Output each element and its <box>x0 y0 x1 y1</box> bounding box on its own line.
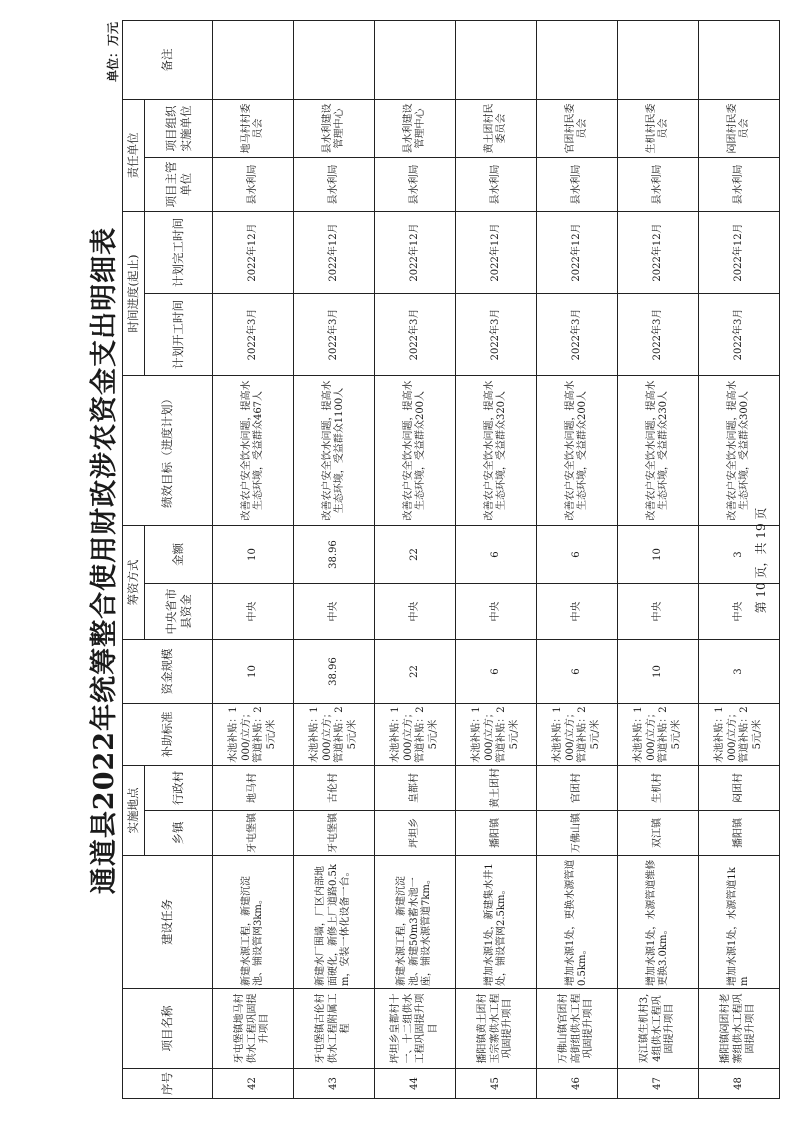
cell-end: 2022年12月 <box>618 211 699 293</box>
document-title: 通道县2022年统筹整合使用财政涉农资金支出明细表 <box>89 226 120 895</box>
cell-seq: 46 <box>537 1069 618 1099</box>
cell-project-name: 坪坦乡皇都村十一、十二组供水工程巩固提升项目 <box>375 989 456 1069</box>
cell-project-name: 牙屯堡镇地马村供水工程巩固提升项目 <box>213 989 294 1069</box>
cell-seq: 48 <box>699 1069 780 1099</box>
cell-subsidy: 水池补贴：1000/立方；管道补贴：25元/米 <box>618 704 699 766</box>
header-fund-scale: 资金规模 <box>123 640 213 704</box>
header-project-name: 项目名称 <box>123 989 213 1069</box>
cell-seq: 44 <box>375 1069 456 1099</box>
cell-end: 2022年12月 <box>294 211 375 293</box>
cell-supervisor: 县水利局 <box>618 157 699 211</box>
cell-task: 增加水源1处，新建集水井1处，铺设管网2.5km。 <box>456 856 537 989</box>
cell-end: 2022年12月 <box>456 211 537 293</box>
header-village: 行政村 <box>145 766 213 811</box>
cell-fund-scale: 6 <box>537 640 618 704</box>
cell-fund-scale: 38.96 <box>294 640 375 704</box>
cell-goal: 改善农户安全饮水问题，提高水生态环境，受益群众467人 <box>213 376 294 526</box>
cell-goal: 改善农户安全饮水问题，提高水生态环境，受益群众1100人 <box>294 376 375 526</box>
header-township: 乡镇 <box>145 811 213 856</box>
cell-implementer: 生机村民委员会 <box>618 99 699 157</box>
cell-amount: 10 <box>618 526 699 584</box>
table-row <box>375 20 456 1098</box>
cell-village: 闷团村 <box>699 766 780 811</box>
cell-supervisor: 县水利局 <box>213 157 294 211</box>
cell-end: 2022年12月 <box>537 211 618 293</box>
cell-project-name: 牙屯堡镇古伦村供水工程附属工程 <box>294 989 375 1069</box>
table-row <box>618 20 699 1098</box>
fund-expenditure-table <box>122 20 780 1099</box>
cell-note <box>456 20 537 99</box>
header-schedule-group: 时间进度(起止) <box>123 211 145 375</box>
cell-funding-source: 中央 <box>699 584 780 640</box>
cell-project-name: 播阳镇闷团村老寨组供水工程巩固提升项目 <box>699 989 780 1069</box>
cell-task: 新建水源工程，新建沉淀池、铺设管网3km。 <box>213 856 294 989</box>
cell-implementer: 闷团村民委员会 <box>699 99 780 157</box>
cell-task: 增加水源1处，更换水源管道0.5km。 <box>537 856 618 989</box>
cell-note <box>537 20 618 99</box>
unit-label: 单位：万元 <box>106 22 120 83</box>
header-location-group: 实施地点 <box>123 766 145 856</box>
cell-amount: 3 <box>699 526 780 584</box>
cell-start: 2022年3月 <box>213 294 294 376</box>
cell-supervisor: 县水利局 <box>294 157 375 211</box>
cell-village: 地马村 <box>213 766 294 811</box>
cell-amount: 22 <box>375 526 456 584</box>
cell-amount: 6 <box>537 526 618 584</box>
cell-seq: 45 <box>456 1069 537 1099</box>
header-note: 备注 <box>123 20 213 99</box>
header-task: 建设任务 <box>123 856 213 989</box>
cell-end: 2022年12月 <box>699 211 780 293</box>
header-supervisor: 项目主管单位 <box>145 157 213 211</box>
cell-township: 牙屯堡镇 <box>294 811 375 856</box>
cell-funding-source: 中央 <box>375 584 456 640</box>
cell-seq: 43 <box>294 1069 375 1099</box>
cell-fund-scale: 10 <box>213 640 294 704</box>
cell-supervisor: 县水利局 <box>456 157 537 211</box>
cell-start: 2022年3月 <box>294 294 375 376</box>
cell-implementer: 县水利建设管理中心 <box>294 99 375 157</box>
cell-project-name: 播阳镇黄土团村玉宗寨供水工程巩固提升项目 <box>456 989 537 1069</box>
header-goal: 绩效目标（进度计划） <box>123 376 213 526</box>
cell-supervisor: 县水利局 <box>375 157 456 211</box>
cell-township: 牙屯堡镇 <box>213 811 294 856</box>
page-footer: 第 10 页，共 19 页 <box>754 507 768 614</box>
cell-supervisor: 县水利局 <box>537 157 618 211</box>
cell-note <box>294 20 375 99</box>
cell-note <box>213 20 294 99</box>
cell-funding-source: 中央 <box>213 584 294 640</box>
cell-township: 播阳镇 <box>456 811 537 856</box>
cell-fund-scale: 3 <box>699 640 780 704</box>
cell-fund-scale: 22 <box>375 640 456 704</box>
cell-subsidy: 水池补贴：1000/立方；管道补贴：25元/米 <box>537 704 618 766</box>
cell-goal: 改善农户安全饮水问题，提高水生态环境，受益群众200人 <box>375 376 456 526</box>
cell-subsidy: 水池补贴：1000/立方；管道补贴：25元/米 <box>456 704 537 766</box>
cell-township: 坪坦乡 <box>375 811 456 856</box>
cell-subsidy: 水池补贴：1000/立方；管道补贴：25元/米 <box>699 704 780 766</box>
cell-township: 双江镇 <box>618 811 699 856</box>
table-row <box>294 20 375 1098</box>
cell-task: 增加水源1处，水源管道维修更换3.0km。 <box>618 856 699 989</box>
cell-note <box>375 20 456 99</box>
cell-funding-source: 中央 <box>537 584 618 640</box>
cell-funding-source: 中央 <box>618 584 699 640</box>
table-row <box>456 20 537 1098</box>
table-row <box>537 20 618 1098</box>
cell-subsidy: 水池补贴：1000/立方；管道补贴：25元/米 <box>294 704 375 766</box>
cell-start: 2022年3月 <box>456 294 537 376</box>
table-body <box>213 20 780 1098</box>
cell-village: 黄土团村 <box>456 766 537 811</box>
header-funding-source: 中央省市县资金 <box>145 584 213 640</box>
cell-project-name: 万佛山镇官团村高街组供水工程巩固提升项目 <box>537 989 618 1069</box>
header-amount: 金额 <box>145 526 213 584</box>
cell-village: 古伦村 <box>294 766 375 811</box>
cell-start: 2022年3月 <box>537 294 618 376</box>
cell-seq: 42 <box>213 1069 294 1099</box>
cell-fund-scale: 6 <box>456 640 537 704</box>
cell-funding-source: 中央 <box>294 584 375 640</box>
cell-task: 新建水厂围墙，厂区内部地面硬化，新修上厂道路0.5km，安装一体化设备一台。 <box>294 856 375 989</box>
cell-end: 2022年12月 <box>213 211 294 293</box>
cell-goal: 改善农户安全饮水问题，提高水生态环境，受益群众200人 <box>537 376 618 526</box>
cell-project-name: 双江镇生机村3,4组供水工程巩固提升项目 <box>618 989 699 1069</box>
cell-seq: 47 <box>618 1069 699 1099</box>
cell-village: 官团村 <box>537 766 618 811</box>
cell-township: 万佛山镇 <box>537 811 618 856</box>
cell-amount: 10 <box>213 526 294 584</box>
cell-subsidy: 水池补贴：1000/立方；管道补贴：25元/米 <box>375 704 456 766</box>
cell-start: 2022年3月 <box>618 294 699 376</box>
cell-funding-source: 中央 <box>456 584 537 640</box>
header-funding-group: 筹资方式 <box>123 526 145 640</box>
cell-end: 2022年12月 <box>375 211 456 293</box>
cell-goal: 改善农户安全饮水问题，提高水生态环境，受益群众230人 <box>618 376 699 526</box>
cell-start: 2022年3月 <box>699 294 780 376</box>
header-resp-group: 责任单位 <box>123 99 145 211</box>
header-start: 计划开工时间 <box>145 294 213 376</box>
header-end: 计划完工时间 <box>145 211 213 293</box>
cell-implementer: 地马村村委员会 <box>213 99 294 157</box>
cell-amount: 38.96 <box>294 526 375 584</box>
table-row <box>213 20 294 1098</box>
header-implementer: 项目组织实施单位 <box>145 99 213 157</box>
cell-township: 播阳镇 <box>699 811 780 856</box>
cell-amount: 6 <box>456 526 537 584</box>
cell-village: 生机村 <box>618 766 699 811</box>
cell-supervisor: 县水利局 <box>699 157 780 211</box>
cell-implementer: 黄土团村民委员会 <box>456 99 537 157</box>
header-seq: 序号 <box>123 1069 213 1099</box>
cell-task: 增加水源1处，水源管道1km <box>699 856 780 989</box>
cell-goal: 改善农户安全饮水问题，提高水生态环境，受益群众320人 <box>456 376 537 526</box>
cell-note <box>618 20 699 99</box>
cell-start: 2022年3月 <box>375 294 456 376</box>
cell-task: 新建水源工程，新建沉淀池、新建50m3蓄水池一座，铺设水源管道7km。 <box>375 856 456 989</box>
cell-implementer: 官团村民委员会 <box>537 99 618 157</box>
cell-goal: 改善农户安全饮水问题，提高水生态环境，受益群众300人 <box>699 376 780 526</box>
cell-subsidy: 水池补贴：1000/立方；管道补贴：25元/米 <box>213 704 294 766</box>
header-subsidy: 补助标准 <box>123 704 213 766</box>
cell-fund-scale: 10 <box>618 640 699 704</box>
cell-implementer: 县水利建设管理中心 <box>375 99 456 157</box>
cell-village: 皇都村 <box>375 766 456 811</box>
